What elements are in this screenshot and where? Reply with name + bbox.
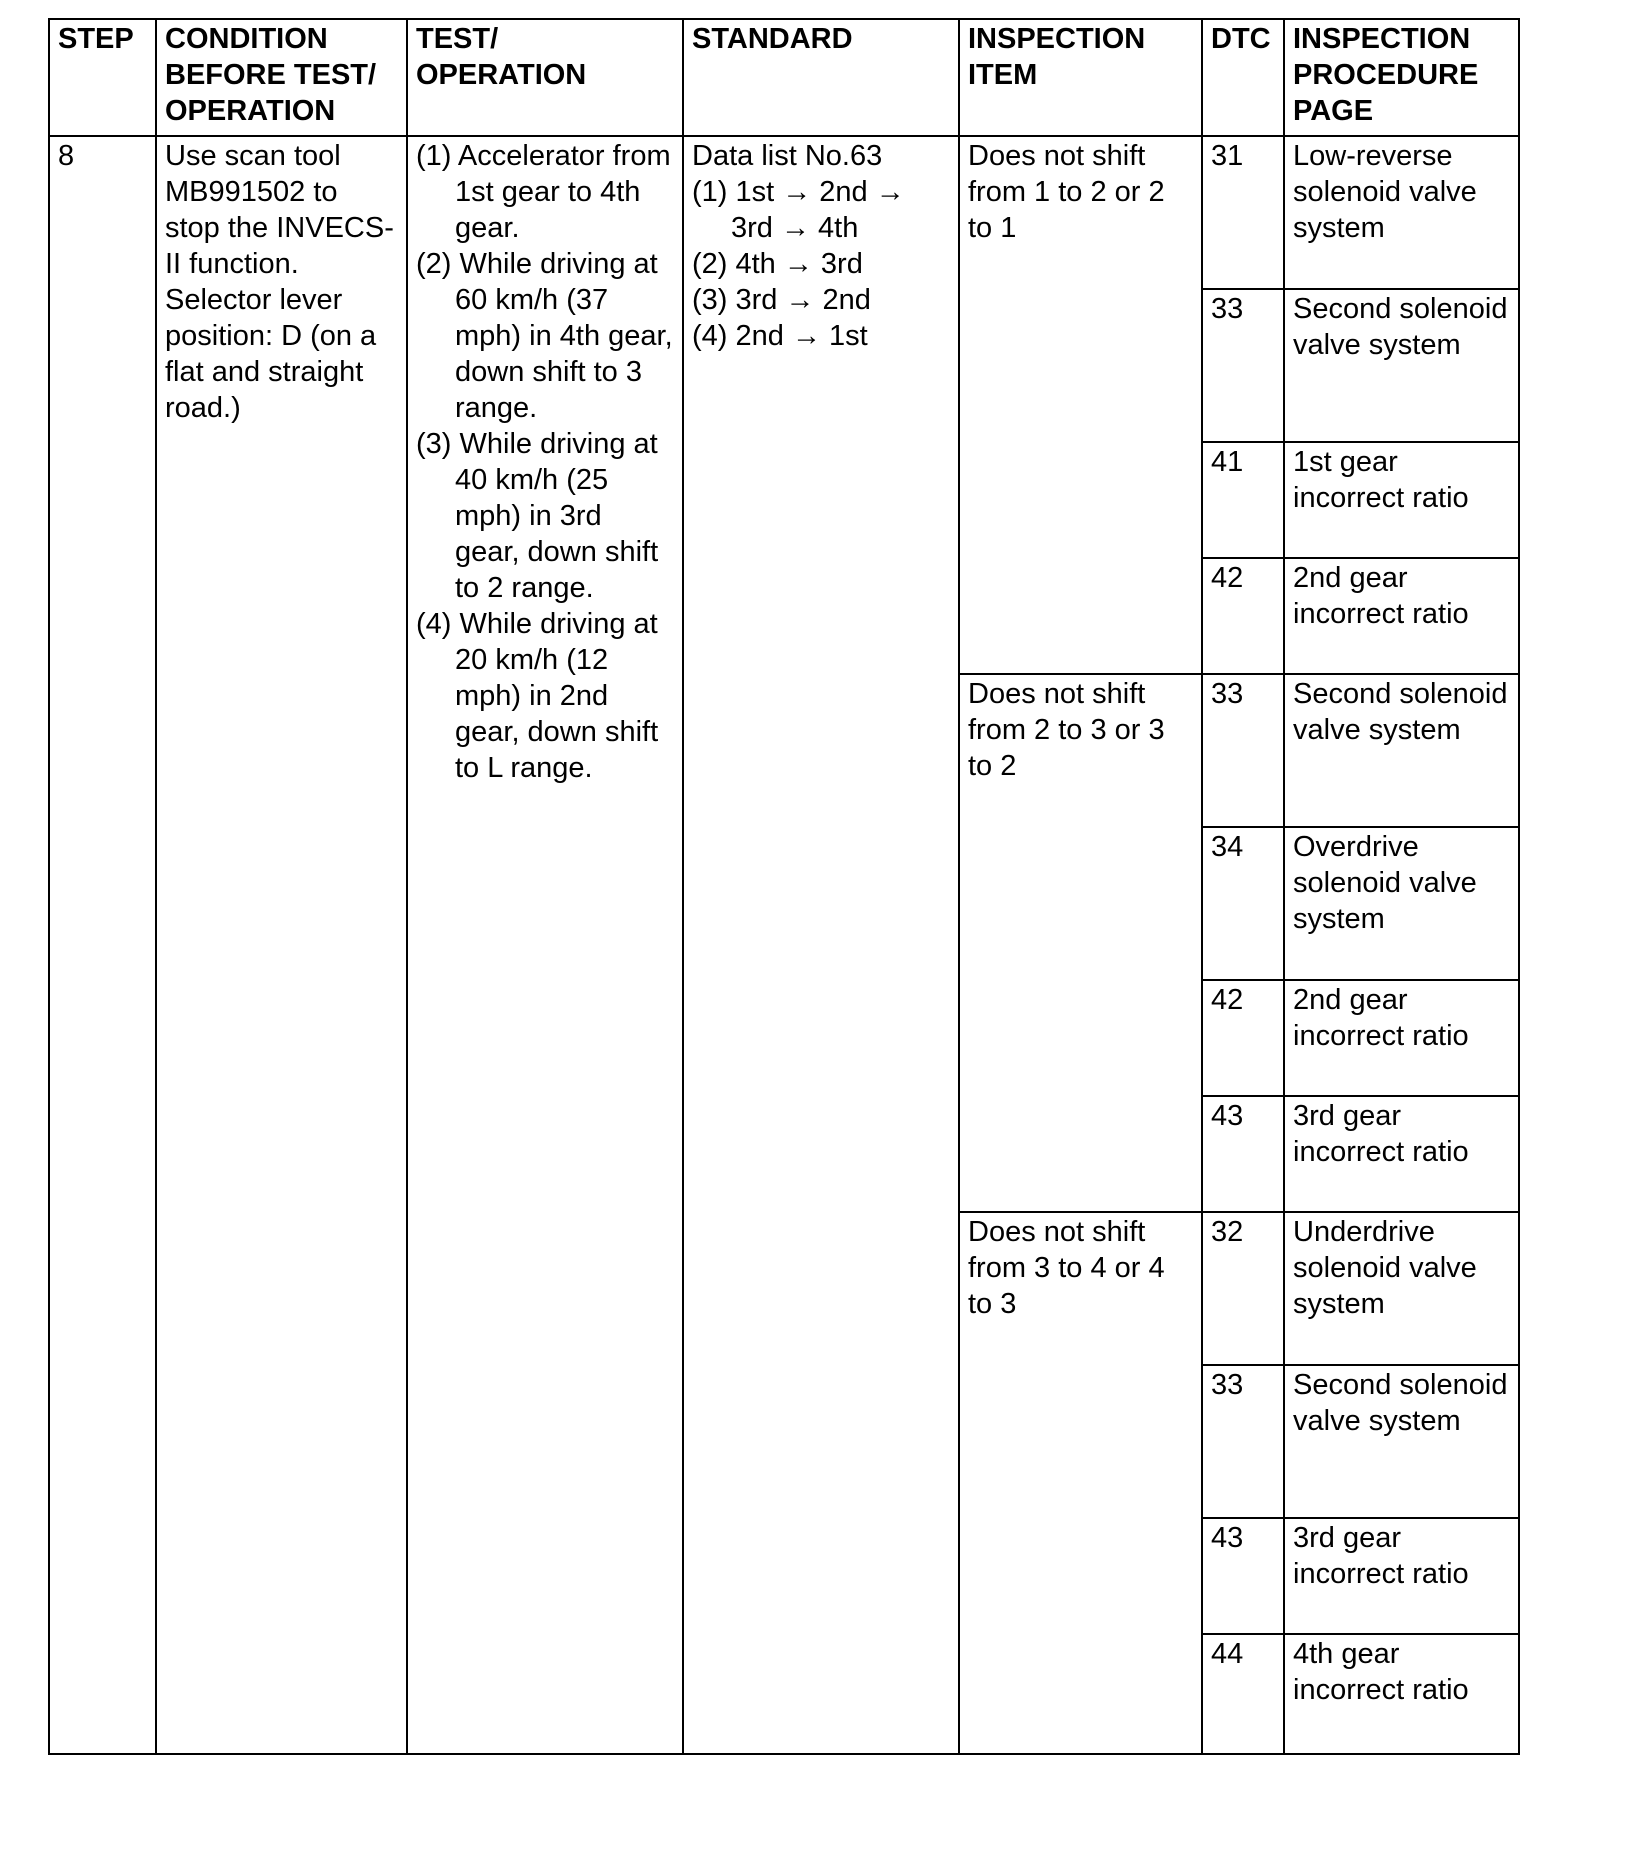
procedure-page-cell: 3rd gear incorrect ratio (1284, 1518, 1519, 1634)
header-procedure-line-1: INSPECTION (1293, 23, 1471, 55)
header-procedure-page (1284, 19, 1519, 136)
header-row (49, 19, 1519, 136)
header-inspection-item-line-2: ITEM (968, 59, 1038, 91)
header-condition-line-1: CONDITION (165, 23, 328, 55)
header-standard (683, 19, 959, 136)
test-operation-item-1: (1) Accelerator from 1st gear to 4th gear. (416, 140, 671, 244)
standard-item-1: (1) 1st → 2nd → (692, 176, 905, 208)
header-inspection-item-line-1: INSPECTION (968, 23, 1146, 55)
header-test-operation (407, 19, 683, 136)
header-test-line-1: TEST/ (416, 23, 499, 55)
procedure-page-cell: Low-reverse solenoid valve system (1284, 136, 1519, 289)
header-inspection-item (959, 19, 1202, 136)
test-operation-item-3: (3) While driving at 40 km/h (25 mph) in 3rd gear, down shift to 2 range. (416, 428, 659, 604)
inspection-procedure-table (48, 18, 1520, 1755)
standard-cell (683, 136, 959, 1754)
test-operation-item-2: (2) While driving at 60 km/h (37 mph) in 4th gear, down shift to 3 range. (416, 248, 673, 424)
dtc-cell: 31 (1202, 136, 1284, 289)
inspection-item-cell: Does not shift from 3 to 4 or 4 to 3 (959, 1212, 1202, 1754)
dtc-cell: 32 (1202, 1212, 1284, 1365)
procedure-page-cell: Second solenoid valve system (1284, 1365, 1519, 1518)
condition-cell: Use scan tool MB991502 to stop the INVECS-II function. Selector lever position: D (on a flat and straight road.) (156, 136, 407, 1754)
dtc-cell: 43 (1202, 1096, 1284, 1212)
test-operation-cell (407, 136, 683, 1754)
procedure-page-cell: 1st gear incorrect ratio (1284, 442, 1519, 558)
procedure-page-cell: 2nd gear incorrect ratio (1284, 980, 1519, 1096)
standard-title: Data list No.63 (692, 140, 883, 172)
procedure-page-cell: Second solenoid valve system (1284, 674, 1519, 827)
dtc-cell: 34 (1202, 827, 1284, 980)
header-condition (156, 19, 407, 136)
dtc-cell: 44 (1202, 1634, 1284, 1754)
step-cell: 8 (49, 136, 156, 1754)
dtc-cell: 42 (1202, 558, 1284, 674)
standard-item-4: (4) 2nd → 1st (692, 320, 868, 352)
header-procedure-line-3: PAGE (1293, 95, 1374, 127)
procedure-page-cell: 4th gear incorrect ratio (1284, 1634, 1519, 1754)
procedure-page-cell: 3rd gear incorrect ratio (1284, 1096, 1519, 1212)
procedure-page-cell: Second solenoid valve system (1284, 289, 1519, 442)
header-standard-line: STANDARD (692, 23, 853, 55)
dtc-cell: 33 (1202, 289, 1284, 442)
header-test-line-2: OPERATION (416, 59, 587, 91)
header-dtc-line: DTC (1211, 23, 1271, 55)
header-dtc (1202, 19, 1284, 136)
inspection-item-cell: Does not shift from 2 to 3 or 3 to 2 (959, 674, 1202, 1212)
header-condition-line-3: OPERATION (165, 95, 336, 127)
standard-item-2: (2) 4th → 3rd (692, 248, 863, 280)
header-procedure-line-2: PROCEDURE (1293, 59, 1479, 91)
dtc-cell: 33 (1202, 674, 1284, 827)
test-operation-item-4: (4) While driving at 20 km/h (12 mph) in 2nd gear, down shift to L range. (416, 608, 659, 784)
dtc-cell: 33 (1202, 1365, 1284, 1518)
inspection-item-cell: Does not shift from 1 to 2 or 2 to 1 (959, 136, 1202, 674)
table-row (49, 136, 1519, 289)
procedure-page-cell: Underdrive solenoid valve system (1284, 1212, 1519, 1365)
procedure-page-cell: Overdrive solenoid valve system (1284, 827, 1519, 980)
standard-item-1-cont: 3rd → 4th (731, 212, 859, 244)
dtc-cell: 43 (1202, 1518, 1284, 1634)
header-step (49, 19, 156, 136)
procedure-page-cell: 2nd gear incorrect ratio (1284, 558, 1519, 674)
dtc-cell: 42 (1202, 980, 1284, 1096)
dtc-cell: 41 (1202, 442, 1284, 558)
header-step-line: STEP (58, 23, 134, 55)
standard-item-3: (3) 3rd → 2nd (692, 284, 871, 316)
header-condition-line-2: BEFORE TEST/ (165, 59, 377, 91)
